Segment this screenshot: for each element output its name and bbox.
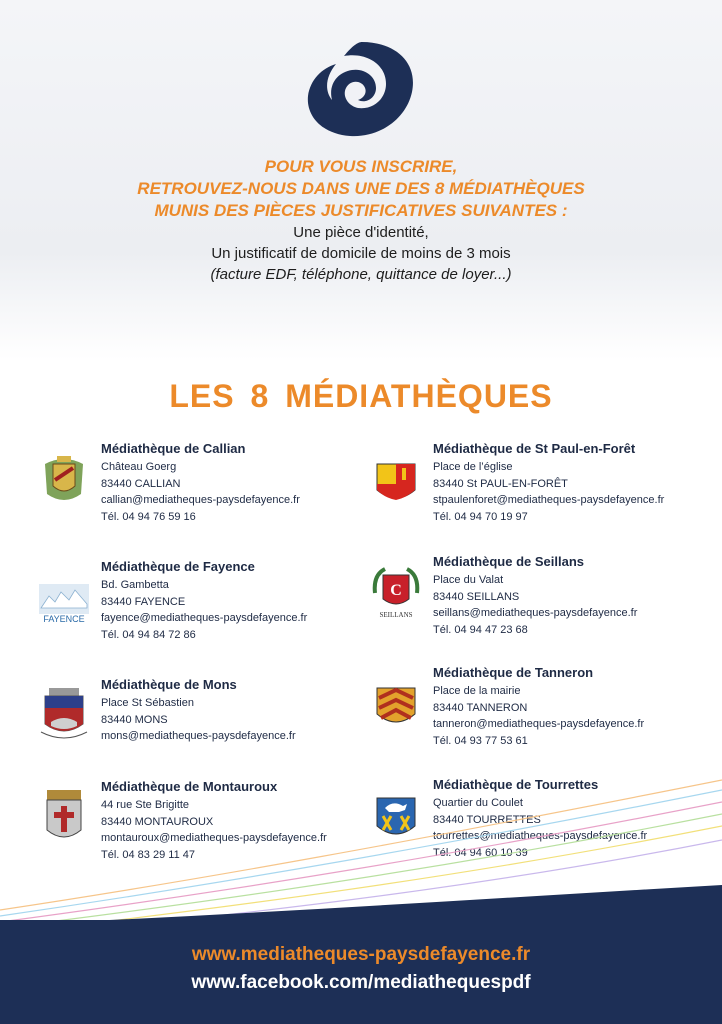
library-city: 83440 TOURRETTES bbox=[433, 813, 541, 826]
library-name: Médiathèque de Fayence bbox=[101, 559, 255, 574]
library-address: Château Goerg bbox=[101, 461, 177, 473]
seillans-crest-icon bbox=[371, 563, 421, 621]
library-seillans bbox=[371, 553, 691, 643]
library-email[interactable]: mons@mediatheques-paysdefayence.fr bbox=[101, 730, 296, 742]
library-email[interactable]: montauroux@mediatheques-paysdefayence.fr bbox=[101, 832, 327, 844]
library-email[interactable]: stpaulenforet@mediatheques-paysdefayence.fr bbox=[433, 494, 665, 506]
intro-line-1: POUR VOUS INSCRIRE, bbox=[264, 157, 458, 176]
intro-line-3: MUNIS DES PIÈCES JUSTIFICATIVES SUIVANTES : bbox=[154, 201, 568, 220]
swirl-logo-icon bbox=[300, 40, 420, 140]
library-address: Place de l’église bbox=[433, 461, 513, 473]
library-name: Médiathèque de Seillans bbox=[433, 554, 584, 569]
st-paul-crest-icon bbox=[371, 450, 421, 508]
website-link[interactable]: www.mediatheques-paysdefayence.fr bbox=[191, 944, 531, 965]
library-mons bbox=[39, 676, 359, 756]
library-phone: Tél. 04 94 84 72 86 bbox=[101, 628, 196, 641]
library-tanneron bbox=[371, 664, 691, 754]
library-email[interactable]: tanneron@mediatheques-paysdefayence.fr bbox=[433, 718, 645, 730]
intro-line-4: Une pièce d'identité, bbox=[293, 224, 429, 241]
library-address: Place de la mairie bbox=[433, 685, 521, 697]
library-fayence bbox=[39, 558, 359, 648]
library-phone: Tél. 04 94 47 23 68 bbox=[433, 623, 528, 636]
library-city: 83440 CALLIAN bbox=[101, 477, 181, 490]
facebook-link[interactable]: www.facebook.com/mediathequespdf bbox=[191, 972, 531, 993]
library-phone: Tél. 04 94 60 10 39 bbox=[433, 846, 528, 859]
intro-line-2: RETROUVEZ-NOUS DANS UNE DES 8 MÉDIATHÈQUES bbox=[137, 179, 585, 198]
intro-line-5: Un justificatif de domicile de moins de 3 mois bbox=[211, 245, 511, 262]
library-email[interactable]: callian@mediatheques-paysdefayence.fr bbox=[101, 494, 300, 506]
intro-line-6: (facture EDF, téléphone, quittance de loyer...) bbox=[210, 266, 512, 283]
library-phone: Tél. 04 94 76 59 16 bbox=[101, 510, 196, 523]
library-name: Médiathèque de Callian bbox=[101, 441, 246, 456]
registration-info bbox=[0, 156, 722, 285]
library-city: 83440 MONTAUROUX bbox=[101, 815, 214, 828]
library-city: 83440 FAYENCE bbox=[101, 595, 186, 608]
fayence-logo-text: FAYENCE bbox=[43, 614, 85, 624]
library-city: 83440 St PAUL-EN-FORÊT bbox=[433, 477, 568, 490]
tanneron-crest-icon bbox=[371, 674, 421, 732]
library-address: 44 rue Ste Brigitte bbox=[101, 799, 190, 811]
library-callian bbox=[39, 440, 359, 530]
library-address: Place du Valat bbox=[433, 574, 504, 586]
library-name: Médiathèque de St Paul-en-Forêt bbox=[433, 441, 636, 456]
library-name: Médiathèque de Mons bbox=[101, 677, 237, 692]
library-name: Médiathèque de Tourrettes bbox=[433, 777, 599, 792]
library-name: Médiathèque de Tanneron bbox=[433, 665, 594, 680]
library-email[interactable]: tourrettes@mediatheques-paysdefayence.fr bbox=[433, 830, 648, 842]
svg-text:C: C bbox=[390, 582, 402, 599]
library-phone: Tél. 04 83 29 11 47 bbox=[101, 848, 195, 861]
library-city: 83440 SEILLANS bbox=[433, 590, 520, 603]
library-address: Bd. Gambetta bbox=[101, 579, 169, 591]
mons-crest-icon bbox=[39, 686, 89, 744]
library-phone: Tél. 04 94 70 19 97 bbox=[433, 510, 528, 523]
footer bbox=[0, 920, 722, 1024]
library-email[interactable]: seillans@mediatheques-paysdefayence.fr bbox=[433, 607, 638, 619]
callian-crest-icon bbox=[39, 450, 89, 508]
section-title: LES 8 MÉDIATHÈQUES bbox=[169, 378, 553, 414]
library-name: Médiathèque de Montauroux bbox=[101, 779, 278, 794]
library-phone: Tél. 04 93 77 53 61 bbox=[433, 734, 528, 747]
library-st-paul-en-foret bbox=[371, 440, 691, 530]
fayence-logo-icon bbox=[39, 568, 89, 626]
seillans-crest-text: SEILLANS bbox=[379, 611, 413, 619]
library-city: 83440 TANNERON bbox=[433, 701, 528, 714]
library-address: Place St Sébastien bbox=[101, 697, 194, 709]
library-email[interactable]: fayence@mediatheques-paysdefayence.fr bbox=[101, 612, 308, 624]
library-city: 83440 MONS bbox=[101, 713, 168, 726]
library-address: Quartier du Coulet bbox=[433, 797, 523, 809]
